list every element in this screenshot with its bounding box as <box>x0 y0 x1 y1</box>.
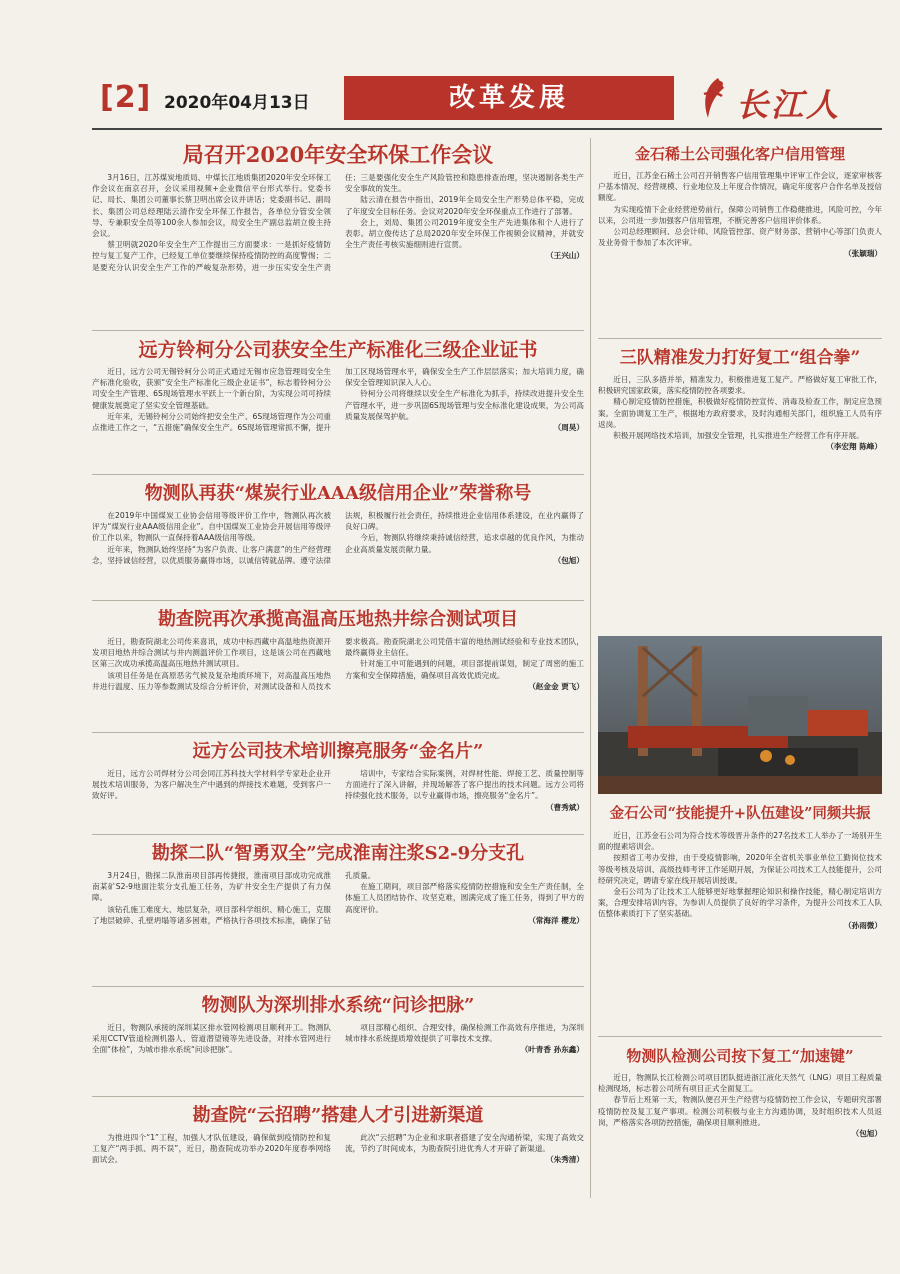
article-title: 勘查院“云招聘”搭建人才引进新渠道 <box>192 1105 484 1126</box>
logo-text: 长江人 <box>736 86 842 124</box>
article-accelerate-resumption <box>598 1040 882 1196</box>
byline: （李宏翔 陈峰） <box>826 442 882 452</box>
article-tech-training <box>92 736 584 830</box>
article-body: 在2019年中国煤炭工业协会信用等级评价工作中，物测队再次被评为“煤炭行业AAA级信用企业”。自中国煤炭工业协会开展信用等级评价工作以来，物测队一直保持着AAA级信用等级。 近年来，物测队始终坚持“为客户负责、让客户满意”的生产经营理念，坚持诚信经营，以优质服务赢得市场，以诚信铸就品牌。遵守法律法规，积极履行社会责任，持续推进企业信用体系建设，在业内赢得了良好口碑。 今后，物测队将继续秉持诚信经营，追求卓越的优良作风，为推动企业高质量发展贡献力量。 （包旭） <box>92 511 584 565</box>
masthead-rule <box>92 128 882 130</box>
drilling-rig-photo <box>598 636 882 794</box>
divider <box>92 474 584 475</box>
article-huainan-grouting <box>92 838 584 982</box>
divider <box>92 600 584 601</box>
article-credit-management <box>598 138 882 334</box>
article-title: 物测队再获“煤炭行业AAA级信用企业”荣誉称号 <box>144 483 532 504</box>
page-number: [2] <box>100 80 152 115</box>
article-body: 近日，远方公司无锡铃柯分公司正式通过无锡市应急管理局安全生产标准化验收，获颁“安全生产标准化三级企业证书”，标志着铃柯分公司安全生产管理、6S现场管理水平跃上一个新台阶，为实现公司可持续健康发展奠定了坚实安全管理基础。 近年来，无锡铃柯分公司始终把安全生产、6S现场管理作为公司重点推进工作之一，“五措施”确保安全生产。6S现场管理常抓不懈，提升加工区现场管理水平，确保安全生产工作层层落实；加大培训力度，确保安全管理知识深入人心。 铃柯分公司将继续以安全生产标准化为抓手，持续改进提升安全生产管理水平，进一步巩固6S现场管理与安全标准化建设成果，为公司高质量发展保驾护航。 （周昊） <box>92 367 584 433</box>
article-title: 勘探二队“智勇双全”完成淮南注浆S2-9分支孔 <box>151 843 525 864</box>
byline: （包旭） <box>851 1129 882 1139</box>
divider <box>92 986 584 987</box>
article-body: 近日，物测队承接的深圳某区排水管网检测项目顺利开工。物测队采用CCTV管道检测机器人、管道潜望镜等先进设备，对排水管网进行全面“体检”，为城市排水系统“问诊把脉”。 项目部精心组织、合理安排，确保检测工作高效有序推进，为深圳城市排水系统提质增效提供了可靠技术支撑。 （叶青香 孙东鑫） <box>92 1023 584 1055</box>
logo-emblem-icon <box>696 76 730 122</box>
byline: （孙雨微） <box>844 920 882 930</box>
divider <box>598 1036 882 1037</box>
article-resume-work <box>598 342 882 632</box>
newspaper-logo <box>696 76 882 122</box>
article-title: 远方公司技术培训擦亮服务“金名片” <box>192 741 484 762</box>
divider <box>92 1096 584 1097</box>
article-body: 近日，江苏金石公司为符合技术等级晋升条件的27名技术工人举办了一场别开生面的提素培训会。 按照省工考办安排，由于受疫情影响，2020年全省机关事业单位工勤岗位技术等级考核及培训、高级技师考评工作延期开展，为保证公司技术工人技能提升，公司经研究决定，聘请专家在线开展培训授课。 金石公司为了让技术工人能够更好地掌握理论知识和操作技能，精心制定培训方案，合理安排培训内容，为参训人员提供了良好的学习条件，为提升公司技术工人队伍整体素质打下了坚实基础。 （孙雨微） <box>598 831 882 930</box>
article-body: 近日，勘查院湖北公司传来喜讯，成功中标西藏中高温地热资源开发项目地热井综合测试与井内测温评价工作项目，这是该公司在西藏地区第三次成功承揽高温高压地热井测试项目。 该项目任务是在高原恶劣气候及复杂地质环境下，对高温高压地热井进行温度、压力等参数测试及综合分析评价，对测试设备和人员技术要求极高。勘查院湖北公司凭借丰富的地热测试经验和专业技术团队，最终赢得业主信任。 针对施工中可能遇到的问题，项目部提前谋划，制定了周密的施工方案和安全保障措施，确保项目高效优质完成。 （赵金金 贾飞） <box>92 637 584 691</box>
byline: （朱秀清） <box>546 1155 584 1165</box>
article-body: 近日，江苏金石稀土公司召开销售客户信用管理集中评审工作会议，逐家审核客户基本情况、经营规模、行业地位及上年度合作情况，确定年度客户合作名单及授信额度。 为实现疫情下企业经营逆势前行，保障公司销售工作稳健推进，风险可控，今年以来，公司进一步加强客户信用管理，不断完善客户信用评价体系。 公司总经理顾问、总会计师、风险管控部、资产财务部、营销中心等部门负责人及业务骨干参加了本次评审。 （张颖瑞） <box>598 171 882 259</box>
article-shenzhen-drainage <box>92 990 584 1092</box>
byline: （周昊） <box>553 423 584 433</box>
byline: （张颖瑞） <box>844 249 882 259</box>
article-body: 为推进四个“1”工程，加强人才队伍建设，确保做到疫情防控和复工复产“两手抓、两不误”，近日，勘查院成功举办2020年度春季网络面试会。 此次“云招聘”为企业和求职者搭建了安全沟通桥梁，实现了高效交流，节约了时间成本，为勘查院引进优秀人才开辟了新渠道。 （朱秀清） <box>92 1133 584 1165</box>
article-title: 物测队检测公司按下复工“加速键” <box>626 1047 854 1065</box>
article-lingke-certificate <box>92 334 584 470</box>
article-title: 三队精准发力打好复工“组合拳” <box>619 348 861 368</box>
article-title: 物测队为深圳排水系统“问诊把脉” <box>201 995 475 1016</box>
article-title: 金石稀土公司强化客户信用管理 <box>634 145 845 163</box>
article-body: 3月24日，勘探二队淮南项目部再传捷报，淮南项目部成功完成淮南某矿S2-9地面注浆分支孔施工任务，为矿井安全生产提供了有力保障。 该钻孔施工难度大、地层复杂，项目部科学组织、精心施工，克服了地层破碎、孔壁坍塌等诸多困难，严格执行各项技术标准，确保了钻孔质量。 在施工期间，项目部严格落实疫情防控措施和安全生产责任制，全体施工人员团结协作、攻坚克难，圆满完成了施工任务，得到了甲方的高度评价。 （常海洋 樱龙） <box>92 871 584 925</box>
article-skills-upgrade <box>598 798 882 1032</box>
byline: （叶青香 孙东鑫） <box>520 1045 584 1055</box>
article-body: 近日，远方公司焊材分公司会同江苏科技大学材料学专家赴企业开展技术培训服务，为客户解决生产中遇到的焊接技术难题，受到客户一致好评。 培训中，专家结合实际案例，对焊材性能、焊接工艺、质量控制等方面进行了深入讲解，并现场解答了客户提出的技术问题。远方公司将持续强化技术服务，以专业赢得市场，擦亮服务“金名片”。 （曹秀斌） <box>92 769 584 812</box>
byline: （赵金金 贾飞） <box>528 681 584 691</box>
column-divider <box>590 138 591 1198</box>
article-aaa-credit <box>92 478 584 596</box>
article-body: 近日，三队多措并举，精准发力，积极推进复工复产。严格做好复工审批工作，积极研究国家政策，落实疫情防控各项要求。 精心制定疫情防控措施，积极做好疫情防控宣传、消毒及检查工作，制定应急预案。全面协调复工生产，根据地方政府要求，及时沟通相关部门，组织施工人员有序返岗。 积极开展网络技术培训，加强安全管理，扎实推进生产经营工作有序开展。 （李宏翔 陈峰） <box>598 375 882 452</box>
article-title: 金石公司“技能提升+队伍建设”同频共振 <box>609 805 871 822</box>
article-body: 3月16日，江苏煤炭地质局、中煤长江地质集团2020年安全环保工作会议在南京召开，会议采用视频+企业微信平台形式举行。党委书记、局长、集团公司董事长蔡卫明出席会议并讲话；党委副书记、副局长、集团公司总经理陆云清作安全环保工作报告，各单位分管安全领导、专兼职安全员等100余人参加会议，局安全生产副总监胡立俊主持会议。 蔡卫明就2020年安全生产工作提出三方面要求：一是抓好疫情防控与复工复产工作，已经复工单位要继续保持疫情防控的高度警惕；二是要充分认识安全生产工作的严峻复杂形势，进一步压实安全生产责任；三是要强化安全生产风险管控和隐患排查治理，坚决遏制各类生产安全事故的发生。 陆云清在报告中指出，2019年全局安全生产形势总体平稳，完成了年度安全目标任务。会议对2020年安全环保重点工作进行了部署。 会上，刘局、集团公司2019年度安全生产先进集体和个人进行了表彰。胡立俊传达了总局2020年安全环保工作视频会议精神，并就安全生产责任考核实施细则进行宣贯。 （王兴山） <box>92 173 584 272</box>
article-safety-meeting <box>92 138 584 326</box>
article-title: 局召开2020年安全环保工作会议 <box>182 142 494 167</box>
divider <box>598 338 882 339</box>
divider <box>92 834 584 835</box>
section-title: 改革发展 <box>344 76 674 120</box>
masthead <box>92 76 882 126</box>
divider <box>92 330 584 331</box>
divider <box>92 732 584 733</box>
article-geothermal-test <box>92 604 584 728</box>
issue-date: 2020年04月13日 <box>164 93 310 113</box>
article-body: 近日，物测队长江检测公司项目团队挺进浙江液化天然气（LNG）项目工程质量检测现场，标志着公司所有项目正式全面复工。 春节后上班第一天，物测队便召开生产经营与疫情防控工作会议，专题研究部署疫情防控及复工复产事项。检测公司积极与业主方沟通协调，及时组织技术人员返岗，严格落实各项防控措施，确保项目顺利推进。 （包旭） <box>598 1073 882 1139</box>
byline: （王兴山） <box>546 251 584 261</box>
drilling-rig-image <box>598 636 882 794</box>
byline: （常海洋 樱龙） <box>528 915 584 925</box>
byline: （曹秀斌） <box>546 802 584 812</box>
article-title: 远方铃柯分公司获安全生产标准化三级企业证书 <box>138 339 538 361</box>
article-title: 勘查院再次承揽高温高压地热井综合测试项目 <box>158 609 518 630</box>
byline: （包旭） <box>553 555 584 565</box>
article-cloud-recruitment <box>92 1100 584 1196</box>
